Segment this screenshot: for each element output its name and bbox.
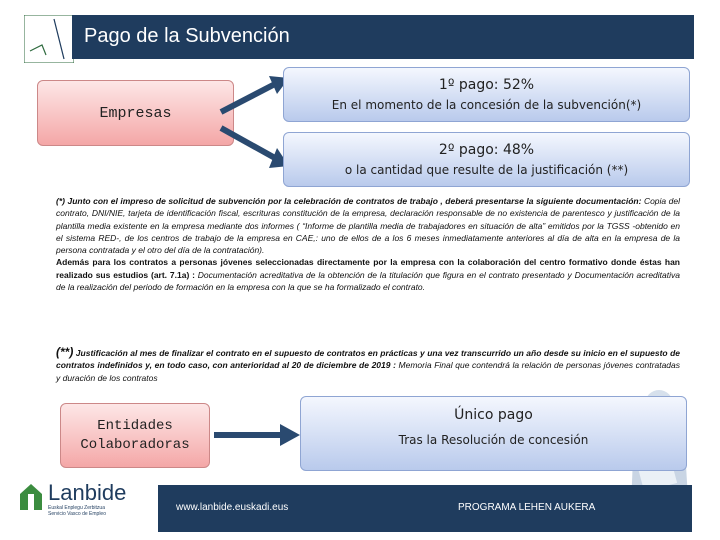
- note2-rest: Memoria Final que contendrá la relación de personas jóvenes contratadas y duración de los contratos: [56, 360, 680, 383]
- lanbide-logo: [18, 480, 158, 532]
- second-payment-title: 2º pago: 48%: [438, 142, 535, 158]
- arrow-up-icon: [221, 84, 275, 112]
- second-payment-box: [283, 132, 690, 187]
- first-payment-title: 1º pago: 52%: [438, 77, 535, 93]
- lanbide-subtitle: [48, 505, 106, 517]
- first-payment-desc: En el momento de la concesión de la subvención(*): [331, 98, 642, 112]
- note1-docs: Copia del contrato, DNI/NIE, tarjeta de identificación fiscal, escrituras constitución de la empresa, declaración responsable de no existencia de parentesco y justificación de la plantilla media existente en la empresa mediante dos informes ( “Informe de plantilla media de trabajadores en situación de alta” emitidos por la TGSS -obtenido en el sistema RED-, de los centros de trabajo de la empresa en CAE,: uno de ellos de a los 6 meses inmediatamente anteriores al día de alta en la empresa de la persona contratada y el otro del día de la contratación).: [56, 196, 680, 256]
- single-payment-title: Único pago: [454, 407, 533, 423]
- entities-line2: Colaboradoras: [80, 436, 190, 453]
- second-payment-desc: o la cantidad que resulte de la justificación (**): [344, 163, 629, 177]
- justification-note: [56, 346, 680, 384]
- note2-bold: Justificación al mes de finalizar el contrato en el supuesto de contratos en prácticas y una vez transcurrido un año desde su inicio en el supuesto de contratos indefinidos y, en todo caso, con anterioridad al 20 de diciembre de 2019 :: [56, 348, 680, 371]
- footer-url[interactable]: www.lanbide.euskadi.eus: [176, 502, 289, 513]
- page-title: Pago de la Subvención: [84, 25, 290, 47]
- note2-marker: (**): [56, 345, 74, 359]
- lanbide-emblem-icon: [18, 482, 44, 512]
- footer-program: PROGRAMA LEHEN AUKERA: [458, 502, 596, 513]
- lanbide-sub-2: Servicio Vasco de Empleo: [48, 511, 106, 517]
- documentation-note: [56, 195, 680, 293]
- lanbide-sub-1: Euskal Enplegu Zerbitzua: [48, 505, 105, 511]
- entities-box: [60, 403, 210, 468]
- note1-intro: (*) Junto con el impreso de solicitud de subvención por la celebración de contratos de trabajo , deberá presentarse la siguiente documentación:: [56, 196, 644, 206]
- single-payment-box: [300, 396, 687, 471]
- note1-young-intro: Además para los contratos a personas jóvenes seleccionadas directamente por la empresa con la colaboración del centro formativo donde éstas han realizado sus estudios (art. 7.1a) :: [56, 257, 680, 280]
- note1-young-docs: Documentación acreditativa de la obtención de la titulación que figura en el contrato presentado y Documentación acreditativa de la realización del periodo de formación en la empresa con la que se ha formalizado el contrato.: [56, 269, 680, 293]
- first-payment-box: [283, 67, 690, 122]
- companies-label: Empresas: [99, 104, 172, 122]
- companies-box: [37, 80, 234, 146]
- single-payment-desc: Tras la Resolución de concesión: [398, 433, 589, 447]
- entities-line1: Entidades: [97, 417, 173, 434]
- arrow-down-icon: [221, 128, 275, 158]
- lanbide-brand: Lanbide: [48, 480, 127, 505]
- corner-logo-icon: [24, 15, 74, 63]
- single-arrow-icon: [212, 420, 302, 450]
